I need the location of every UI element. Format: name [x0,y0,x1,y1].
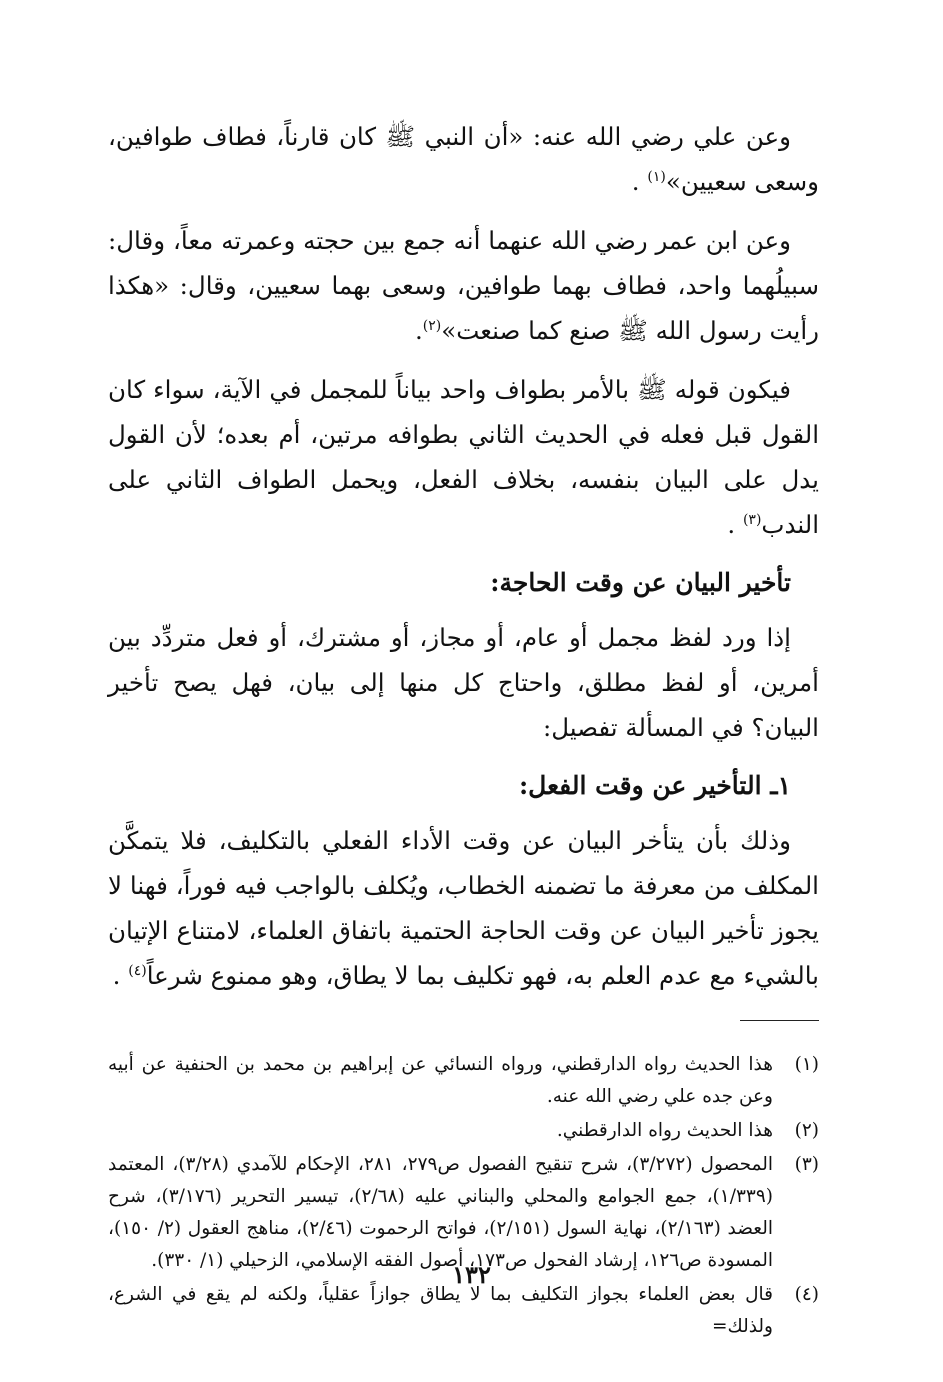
paragraph-ali-hadith: وعن علي رضي الله عنه: «أن النبي ﷺ كان قارناً، فطاف طوافين، وسعى سعيين»$^{(١)}$ . [108,122,819,196]
footnote-number: (٤) [794,1284,819,1305]
footnote-ref-4[interactable]: (٤) [128,962,147,979]
footnote-text: هذا الحديث رواه الدارقطني، ورواه النسائي عن إبراهيم بن محمد بن الحنفية عن أبيه وعن جده علي رضي الله عنه. [108,1054,773,1107]
footnote-number: (٣) [794,1154,819,1175]
footnote-item [108,1049,819,1113]
footnote-number: (٢) [794,1120,819,1141]
footnote-text: قال بعض العلماء بجواز التكليف بما لا يطاق جوازاً عقلياً، ولكنه لم يقع في الشرع، ولذلك= [108,1284,773,1337]
footnote-item [108,1115,819,1147]
footnotes [108,1049,819,1343]
section-heading: تأخير البيان عن وقت الحاجة: [490,568,791,597]
footnote-item [108,1149,819,1277]
footnote-ref-1[interactable]: (١) [647,168,666,185]
footnote-ref-3[interactable]: (٣) [742,511,762,528]
paragraph-explanation: فيكون قوله ﷺ بالأمر بطواف واحد بياناً للمجمل في الآية، سواء كان القول قبل فعله في الحديث الثاني بطوافه مرتين، أم بعده؛ لأن القول يدل على البيان بنفسه، بخلاف الفعل، ويحمل الطواف الثاني على الندب$^{(٣)}$ . [108,375,819,539]
footnote-text: المحصول (٣/٢٧٢)، شرح تنقيح الفصول ص٢٧٩، ٢٨١، الإحكام للآمدي (٣/٢٨)، المعتمد (١/٣٣٩)، جمع الجوامع والمحلي والبناني عليه (٢/٦٨)، تيسير التحرير (٣/١٧٦)، شرح العضد (٢/١٦٣)، نهاية السول (٢/١٥١)، فواتح الرحموت (٢/٤٦)، مناهج العقول (٢/ ١٥٠)، المسودة ص١٢٦، إرشاد الفحول ص١٧٣، أصول الفقه الإسلامي، الزحيلي (١/ ٣٣٠). [108,1154,773,1271]
paragraph-delay-intro: إذا ورد لفظ مجمل أو عام، أو مجاز، أو مشترك، أو فعل متردِّد بين أمرين، أو لفظ مطلق، واحتاج كل منها إلى بيان، فهل يصح تأخير البيان؟ في المسألة تفصيل: [108,623,819,742]
paragraph-ibn-umar-hadith: وعن ابن عمر رضي الله عنهما أنه جمع بين حجته وعمرته معاً، وقال: سبيلُهما واحد، فطاف بهما طوافين، وسعى بهما سعيين، وقال: «هكذا رأيت رسول الله ﷺ صنع كما صنعت»$^{(٢)}$. [108,226,819,345]
subsection-heading: ١ـ التأخير عن وقت الفعل: [518,771,791,800]
footnote-separator [740,1020,819,1021]
footnote-number: (١) [794,1054,819,1075]
paragraph-delay-action: وذلك بأن يتأخر البيان عن وقت الأداء الفعلي بالتكليف، فلا يتمكَّن المكلف من معرفة ما تضمنه الخطاب، ويُكلف بالواجب فيه فوراً، فهنا لا يجوز تأخير البيان عن وقت الحاجة الحتمية باتفاق العلماء، لامتناع الإتيان بالشيء مع عدم العلم به، فهو تكليف بما لا يطاق، وهو ممنوع شرعاً$^{(٤)}$ . [108,826,819,990]
footnote-text: هذا الحديث رواه الدارقطني. [556,1120,773,1141]
footnote-ref-2[interactable]: (٢) [422,317,442,334]
page-number: ١٣٢ [452,1260,491,1289]
